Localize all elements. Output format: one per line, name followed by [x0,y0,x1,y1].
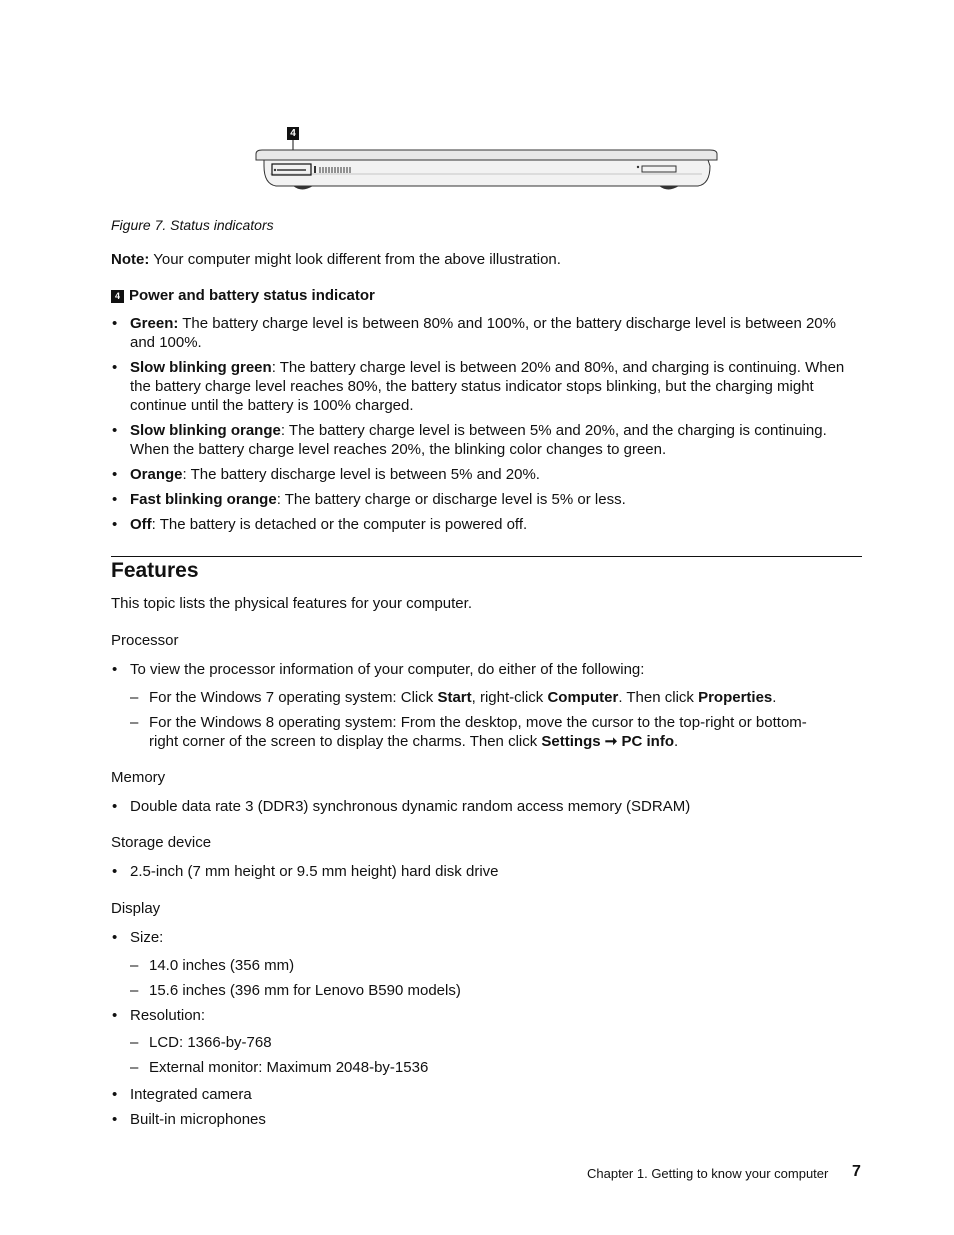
list-item: – 15.6 inches (396 mm for Lenovo B590 models) [130,981,830,1000]
right-foot [660,186,678,189]
list-item: • To view the processor information of your computer, do either of the following: [111,660,863,679]
item-term: Green: [130,315,179,332]
left-foot [294,186,312,189]
storage-heading: Storage device [111,834,212,851]
list-item: – For the Windows 8 operating system: From the desktop, move the cursor to the top-right or bottom-right corner of the screen to display the charms. Then click Settings ➞ PC info. [130,713,830,751]
item-text: The battery charge level is between 80% and 100%, or the battery discharge level is between 20% and 100%. [130,315,836,351]
item-text: : The battery charge level is between 5% and 20%, and the charging is continuing. When the battery charge level reaches 20%, the blinking color changes to green. [130,422,827,458]
battery-status-list [111,314,863,534]
note-text: Your computer might look different from the above illustration. [149,251,561,268]
memory-list [111,797,863,816]
note [111,251,561,268]
display-size-list [111,928,863,947]
display-extras-list [111,1085,863,1129]
display-resolution-list [111,1006,863,1025]
list-item: – 14.0 inches (356 mm) [130,956,830,975]
list-item: – For the Windows 7 operating system: Click Start, right-click Computer. Then click Properties. [130,688,830,707]
item-term: Slow blinking green [130,359,272,376]
indicator-badge: 4 [111,290,124,303]
list-item: • Size: [111,928,863,947]
storage-list [111,862,863,881]
footer-chapter: Chapter 1. Getting to know your computer [587,1166,829,1181]
list-item: • Integrated camera [111,1085,863,1104]
list-item [111,421,863,459]
list-item [111,358,863,415]
base-front [264,160,710,186]
indicator-title: Power and battery status indicator [129,287,375,304]
list-item: – External monitor: Maximum 2048-by-1536 [130,1058,830,1077]
indicator-heading [111,287,375,304]
display-resolution-sublist [130,1033,830,1077]
callout-badge-4: 4 [287,127,299,140]
lid-edge [256,150,717,160]
item-text: : The battery discharge level is between 5% and 20%. [182,466,540,483]
list-item [111,465,863,484]
list-item [111,490,863,509]
list-item: • 2.5-inch (7 mm height or 9.5 mm height) hard disk drive [111,862,863,881]
list-item [111,515,863,534]
list-item: – LCD: 1366-by-768 [130,1033,830,1052]
note-label: Note: [111,251,150,268]
item-text: : The battery charge or discharge level is 5% or less. [276,491,626,508]
display-heading: Display [111,900,161,917]
list-item: • Built-in microphones [111,1110,863,1129]
list-item: • Double data rate 3 (DDR3) synchronous dynamic random access memory (SDRAM) [111,797,863,816]
item-text: : The battery is detached or the computer is powered off. [151,516,528,533]
item-text: : The battery charge level is between 20% and 80%, and charging is continuing. When the battery charge level reaches 80%, the battery status indicator stops blinking, but the charging might continue until the battery is 100% charged. [130,359,845,414]
list-item: • Resolution: [111,1006,863,1025]
display-size-sublist [130,956,830,1000]
processor-list [111,660,863,679]
section-divider [111,556,862,557]
item-term: Orange [130,466,183,483]
figure-caption: Figure 7. Status indicators [111,217,274,233]
processor-sublist [130,688,830,751]
item-term: Slow blinking orange [130,422,281,439]
page-number: 7 [852,1163,861,1180]
features-title: Features [111,559,199,582]
laptop-front-illustration [250,140,722,200]
list-item [111,314,863,352]
processor-heading: Processor [111,632,179,649]
item-term: Fast blinking orange [130,491,277,508]
memory-heading: Memory [111,769,166,786]
item-term: Off [130,516,152,533]
features-intro: This topic lists the physical features for your computer. [111,595,472,612]
